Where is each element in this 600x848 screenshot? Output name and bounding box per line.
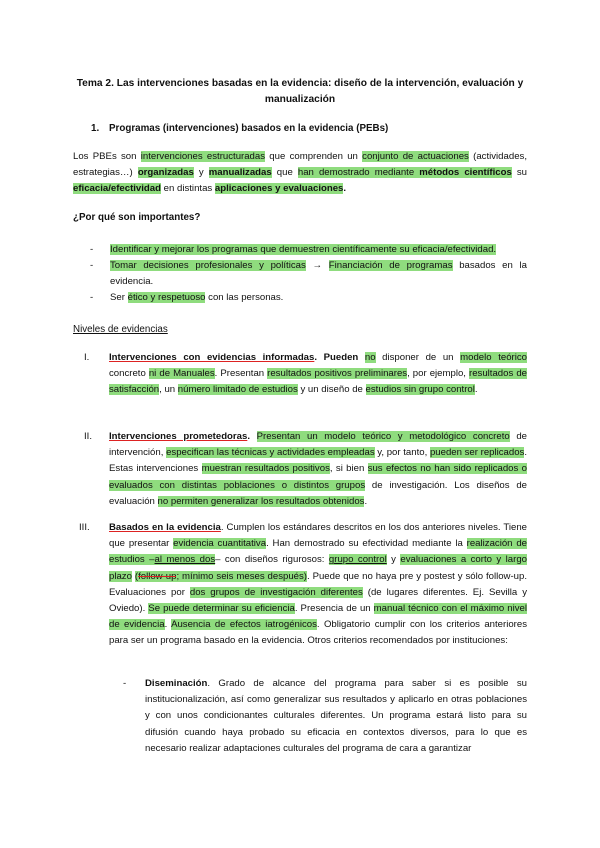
highlight: métodos científicos xyxy=(419,167,512,179)
highlight: intervenciones estructuradas xyxy=(140,151,266,162)
highlight: ni de Manuales xyxy=(148,368,215,380)
level-name: Intervenciones con evidencias informadas xyxy=(109,352,315,363)
dissemination-marker: - xyxy=(123,678,127,689)
level-name: Basados en la evidencia xyxy=(109,522,221,533)
level-number: III. xyxy=(79,522,90,533)
highlight: ético y respetuoso xyxy=(127,292,206,303)
why-item: - Identificar y mejorar los programas que demuestren científicamente su eficacia/efectividad. xyxy=(90,244,497,255)
highlight: organizadas xyxy=(137,167,194,179)
level-number: II. xyxy=(84,431,92,442)
highlight: Presentan un modelo teórico y metodológico concreto xyxy=(256,431,510,442)
highlight: número limitado de estudios xyxy=(177,384,298,396)
highlight: realización de estudios – xyxy=(109,538,527,566)
level-i-text: Intervenciones con evidencias informadas. Pueden no disponer de un modelo teórico concreto ni de Manuales. Presentan resultados positivos preliminares, por ejemplo, resultados de satisfacción, un número limitado de estudios y un diseño de estudios sin grupo control. xyxy=(109,352,527,396)
highlight: Se puede determinar su eficiencia xyxy=(148,603,295,615)
highlight: Ausencia de efectos iatrogénicos xyxy=(171,619,317,631)
highlight: no xyxy=(364,352,376,363)
highlight: evidencia cuantitativa xyxy=(173,538,267,550)
dissemination-name: Diseminación xyxy=(145,678,208,689)
highlight: modelo teórico xyxy=(460,352,527,363)
highlight: especifican las técnicas y actividades empleadas xyxy=(166,447,375,459)
section-heading: Programas (intervenciones) basados en la evidencia (PEBs) xyxy=(109,123,389,134)
section-number: 1. xyxy=(91,123,100,134)
highlight: Financiación de programas xyxy=(328,260,453,271)
highlight: conjunto de actuaciones xyxy=(362,151,469,162)
highlight: sus efectos no han sido replicados o evaluados con distintas poblaciones o distintos grupos xyxy=(109,463,527,491)
level-ii-text: Intervenciones prometedoras. Presentan un modelo teórico y metodológico concreto de intervención, especifican las técnicas y actividades empleadas y, por tanto, pueden ser replicados. Estas intervenciones muestran resultados positivos, si bien sus efectos no han sido replicados o evaluados con distintas poblaciones o distintos grupos de investigación. Los diseños de evaluación no permiten generalizar los resultados obtenidos. xyxy=(109,431,528,507)
highlight: resultados positivos preliminares xyxy=(267,368,408,380)
intro-paragraph: Los PBEs son intervenciones estructuradas que comprenden un conjunto de actuaciones (actividades, estrategias…) organizadas y manualizadas que han demostrado mediante métodos científicos su eficacia/efectividad en distintas aplicaciones y evaluaciones. xyxy=(73,151,527,195)
levels-heading: Niveles de evidencias xyxy=(73,324,168,335)
highlight: ( xyxy=(134,570,139,582)
highlight: dos grupos de investigación diferentes xyxy=(189,586,363,598)
highlight: evaluaciones a corto y largo plazo xyxy=(109,554,527,582)
highlight: manual técnico con el máximo nivel de evidencia xyxy=(109,603,527,631)
level-iii-text: Basados en la evidencia. Cumplen los estándares descritos en los dos anteriores niveles. Tiene que presentar evidencia cuantitativa. Han demostrado su efectividad mediante la realización de estudios –al menos dos– con diseños rigurosos: grupo control y evaluaciones a corto y largo plazo (follow-up; mínimo seis meses después). Puede que no haya pre y postest y sólo follow-up. Evaluaciones por dos grupos de investigación diferentes (de lugares diferentes. Ej. Sevilla y Oviedo). Se puede determinar su eficiencia. Presencia de un manual técnico con el máximo nivel de evidencia. Ausencia de efectos iatrogénicos. Obligatorio cumplir con los criterios anteriores para ser un programa basado en la evidencia. Otros criterios recomendados por instituciones: xyxy=(109,522,528,647)
highlight: eficacia/efectividad xyxy=(73,183,161,195)
document-title: Tema 2. Las intervenciones basadas en la evidencia: diseño de la intervención, evaluación y manualización xyxy=(76,78,524,105)
why-item: - Tomar decisiones profesionales y políticas → Financiación de programas basados en la evidencia. xyxy=(90,260,527,288)
highlight: muestran resultados positivos xyxy=(201,463,330,475)
highlight: al menos dos xyxy=(154,554,216,566)
level-number: I. xyxy=(84,352,90,363)
highlight: manualizadas xyxy=(208,167,272,179)
highlight: Tomar decisiones profesionales y políticas xyxy=(110,260,306,271)
highlight: follow-up xyxy=(138,570,177,582)
highlight: aplicaciones y evaluaciones xyxy=(214,183,344,195)
highlight: resultados de satisfacción xyxy=(109,368,527,396)
highlight: estudios sin grupo control xyxy=(365,384,475,396)
highlight: grupo control xyxy=(328,554,387,566)
highlight: han demostrado mediante xyxy=(297,167,420,179)
highlight: no permiten generalizar los resultados obtenidos xyxy=(157,495,365,507)
highlight: Identificar y mejorar los programas que demuestren científicamente su eficacia/efectividad. xyxy=(110,244,497,255)
highlight: ; mínimo seis meses después) xyxy=(176,570,307,582)
why-item: - Ser ético y respetuoso con las personas. xyxy=(90,292,284,303)
level-name: Intervenciones prometedoras xyxy=(109,431,248,442)
why-heading: ¿Por qué son importantes? xyxy=(73,212,201,223)
highlight: pueden ser replicados xyxy=(429,447,525,459)
dissemination-text: Diseminación. Grado de alcance del programa para saber si es posible su institucionalización, así como generalizar sus resultados y aplicarlo en otras poblaciones y con unos condicionantes culturales diferentes. Un programa estará listo para su difusión cuando haya probado su eficacia en contextos diversos, para lo que es necesario realizar adaptaciones culturales del programa de cara a garantizar xyxy=(145,678,527,754)
